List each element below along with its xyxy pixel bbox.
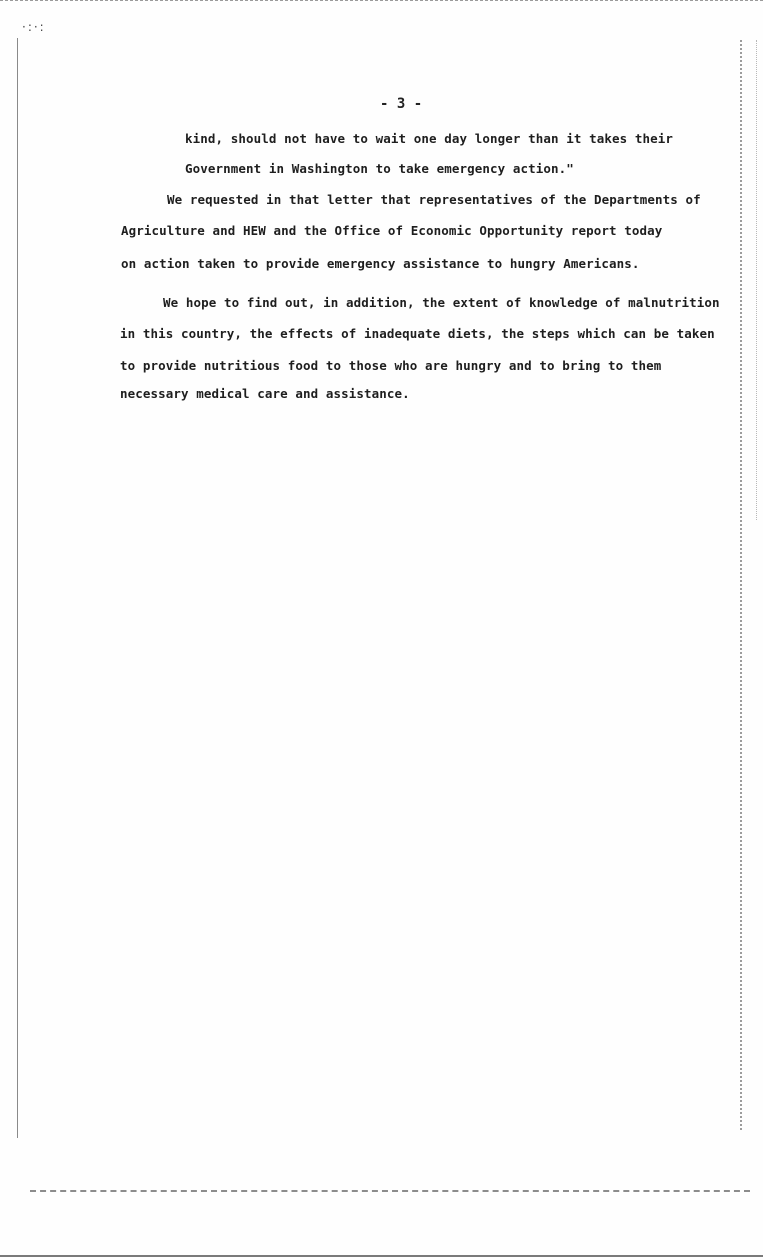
- scan-edge-top: [0, 0, 763, 2]
- body-line: Government in Washington to take emergency action.": [185, 161, 574, 176]
- scan-edge-right: [740, 40, 743, 1130]
- body-line: We hope to find out, in addition, the extent of knowledge of malnutrition: [163, 295, 720, 310]
- body-line: Agriculture and HEW and the Office of Economic Opportunity report today: [121, 223, 663, 238]
- scan-edge-right-secondary: [756, 40, 763, 520]
- body-line: necessary medical care and assistance.: [120, 386, 410, 401]
- body-line: on action taken to provide emergency assistance to hungry Americans.: [121, 256, 640, 271]
- bottom-rule: [30, 1190, 750, 1193]
- body-line: kind, should not have to wait one day longer than it takes their: [185, 131, 674, 146]
- body-line: in this country, the effects of inadequate diets, the steps which can be taken: [120, 326, 715, 341]
- body-line: We requested in that letter that representatives of the Departments of: [167, 192, 701, 207]
- corner-marks: ·:·:: [22, 20, 46, 34]
- bottom-edge: [0, 1255, 763, 1258]
- body-line: to provide nutritious food to those who are hungry and to bring to them: [120, 358, 662, 373]
- page-number: - 3 -: [380, 96, 423, 112]
- scan-edge-left: [17, 38, 19, 1138]
